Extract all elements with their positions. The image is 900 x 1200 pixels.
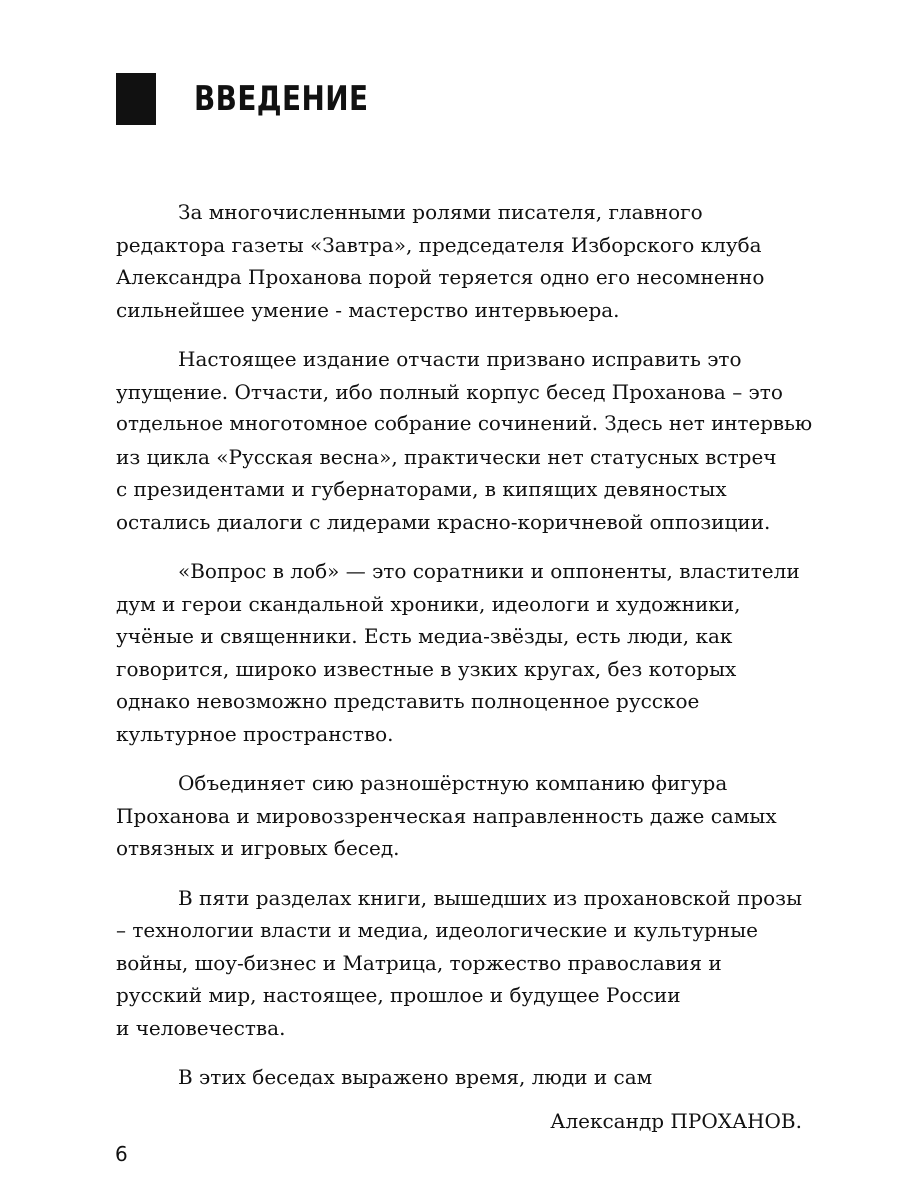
text-line: отдельное многотомное собрание сочинений. Здесь нет интервью: [116, 412, 813, 435]
text-line: Объединяет сию разношёрстную компанию фигура: [178, 771, 728, 795]
text-line: говорится, широко известные в узких кругах, без которых: [116, 656, 737, 681]
text-line: редактора газеты «Завтра», председателя Изборского клуба: [116, 232, 762, 257]
paragraph: [116, 343, 816, 538]
text-line: и человечества.: [116, 1015, 286, 1040]
text-line: остались диалоги с лидерами красно-коричневой оппозиции.: [116, 509, 771, 534]
text-line: упущение. Отчасти, ибо полный корпус бесед Проханова – это: [116, 379, 783, 404]
page-number: 6: [115, 1142, 128, 1166]
text-line: – технологии власти и медиа, идеологические и культурные: [116, 918, 758, 942]
paragraph: [116, 555, 816, 750]
text-line: дум и герои скандальной хроники, идеологи и художники,: [116, 591, 741, 616]
text-line: Александра Проханова порой теряется одно его несомненно: [116, 265, 765, 289]
paragraph: [116, 767, 816, 865]
text-line: войны, шоу-бизнес и Матрица, торжество православия и: [116, 950, 722, 975]
text-line: Настоящее издание отчасти призвано исправить это: [178, 347, 742, 371]
chapter-title: ВВЕДЕНИЕ: [194, 79, 369, 119]
heading-square-mark: [116, 73, 156, 125]
paragraph: [116, 196, 816, 326]
text-line: Проханова и мировоззренческая направленность даже самых: [116, 803, 777, 828]
chapter-heading: [116, 73, 407, 125]
text-line: русский мир, настоящее, прошлое и будущее России: [116, 983, 681, 1007]
text-line: однако невозможно представить полноценное русское: [116, 689, 700, 713]
body-text: [116, 196, 816, 1111]
text-line: с президентами и губернаторами, в кипящих девяностых: [116, 477, 727, 501]
text-line: В этих беседах выражено время, люди и сам: [178, 1065, 653, 1089]
text-line: культурное пространство.: [116, 721, 394, 746]
author-signature: Александр ПРОХАНОВ.: [550, 1109, 802, 1133]
text-line: из цикла «Русская весна», практически нет статусных встреч: [116, 444, 777, 469]
text-line: В пяти разделах книги, вышедших из прохановской прозы: [178, 885, 803, 910]
text-line: учёные и священники. Есть медиа-звёзды, есть люди, как: [116, 624, 733, 648]
text-line: За многочисленными ролями писателя, главного: [178, 200, 703, 224]
text-line: «Вопрос в лоб» — это соратники и оппоненты, властители: [178, 559, 800, 583]
text-line: сильнейшее умение - мастерство интервьюера.: [116, 297, 620, 322]
paragraph: [116, 882, 816, 1045]
text-line: отвязных и игровых бесед.: [116, 836, 400, 860]
paragraph: [116, 1061, 816, 1094]
